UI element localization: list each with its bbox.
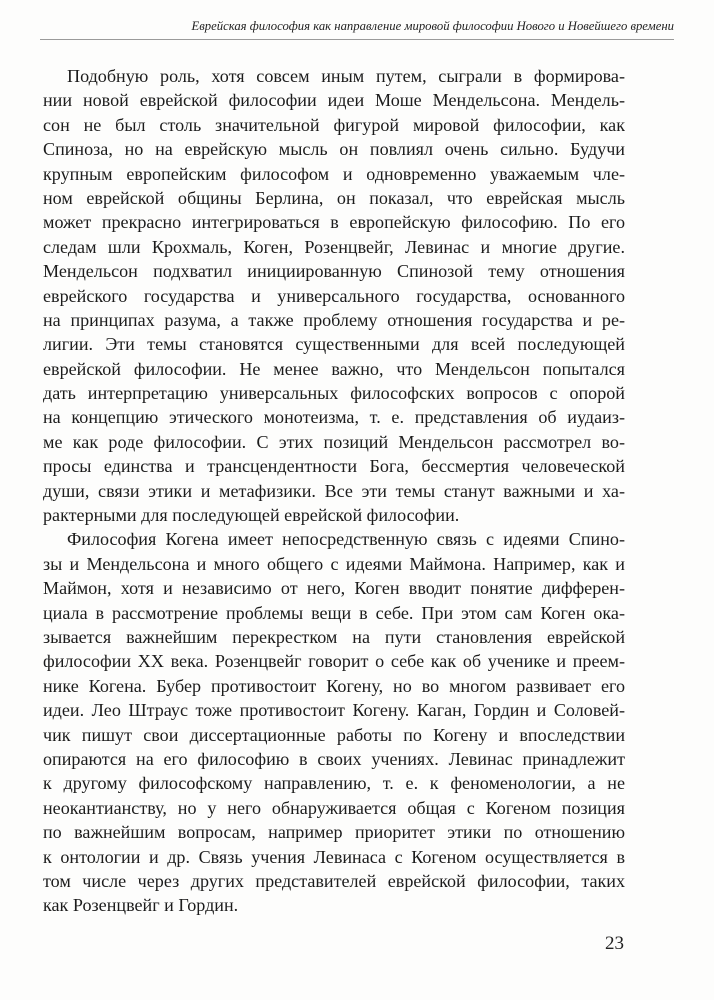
text-line: на принципах разума, а также проблему отношения государства и ре-	[43, 309, 625, 330]
text-line: нике Когена. Бубер противостоит Когену, но во многом развивает его	[43, 675, 625, 696]
text-line: Мендельсон подхватил инициированную Спинозой тему отношения	[43, 261, 625, 282]
page-number: 23	[605, 933, 624, 954]
text-line: души, связи этики и метафизики. Все эти темы станут важными и ха-	[43, 480, 625, 501]
text-line: Философия Когена имеет непосредственную связь с идеями Спино-	[67, 529, 625, 550]
text-line: Спиноза, но на еврейскую мысль он повлиял очень сильно. Будучи	[43, 139, 625, 160]
text-line: ме как роде философии. С этих позиций Мендельсон рассмотрел во-	[43, 431, 625, 452]
text-line: просы единства и трансцендентности Бога, бессмертия человеческой	[43, 456, 625, 477]
text-line: зы и Мендельсона и много общего с идеями Маймона. Например, как и	[43, 553, 625, 574]
text-line: опираются на его философию в своих учениях. Левинас принадлежит	[43, 748, 625, 769]
text-line: к другому философскому направлению, т. е. к феноменологии, а не	[43, 773, 625, 794]
text-line: к онтологии и др. Связь учения Левинаса с Когеном осуществляется в	[43, 846, 625, 867]
text-line: лигии. Эти темы становятся существенными для всей последующей	[43, 334, 625, 355]
text-line: следам шли Крохмаль, Коген, Розенцвейг, Левинас и многие другие.	[43, 236, 625, 257]
paragraph	[43, 527, 625, 917]
text-line: идеи. Лео Штраус тоже противостоит Когену. Каган, Гордин и Соловей-	[43, 700, 625, 721]
text-line: философии XX века. Розенцвейг говорит о себе как об ученике и преем-	[43, 651, 625, 672]
paragraph	[43, 64, 625, 527]
text-line: может прекрасно интегрироваться в европейскую философию. По его	[43, 212, 625, 233]
text-line: Маймон, хотя и независимо от него, Коген вводит понятие дифферен-	[43, 578, 625, 599]
text-line: по важнейшим вопросам, например приоритет этики по отношению	[43, 822, 625, 843]
text-line: на концепцию этического монотеизма, т. е. представления об иудаиз-	[43, 407, 625, 428]
text-line: сон не был столь значительной фигурой мировой философии, как	[43, 114, 625, 135]
text-line: чик пишут свои диссертационные работы по Когену и впоследствии	[43, 724, 625, 745]
text-line: ном еврейской общины Берлина, он показал, что еврейская мысль	[43, 187, 625, 208]
text-line: неокантианству, но у него обнаруживается общая с Когеном позиция	[43, 797, 625, 818]
body-text	[43, 64, 625, 918]
running-head: Еврейская философия как направление мировой философии Нового и Новейшего времени	[40, 17, 674, 40]
text-line: нии новой еврейской философии идеи Моше Мендельсона. Мендель-	[43, 90, 625, 111]
text-line: циала в рассмотрение проблемы вещи в себе. При этом сам Коген ока-	[43, 602, 625, 623]
text-line: крупным европейским философом и одновременно уважаемым чле-	[43, 163, 625, 184]
text-line: Подобную роль, хотя совсем иным путем, сыграли в формирова-	[67, 66, 625, 86]
text-line: еврейского государства и универсального государства, основанного	[43, 285, 625, 306]
text-line: как Розенцвейг и Гордин.	[43, 895, 239, 916]
text-line: дать интерпретацию универсальных философских вопросов с опорой	[43, 383, 625, 404]
text-line: рактерными для последующей еврейской философии.	[43, 505, 460, 526]
text-line: еврейской философии. Не менее важно, что Мендельсон попытался	[43, 358, 625, 379]
text-line: зывается важнейшим перекрестком на пути становления еврейской	[43, 626, 625, 647]
text-line: том числе через других представителей еврейской философии, таких	[43, 870, 625, 891]
